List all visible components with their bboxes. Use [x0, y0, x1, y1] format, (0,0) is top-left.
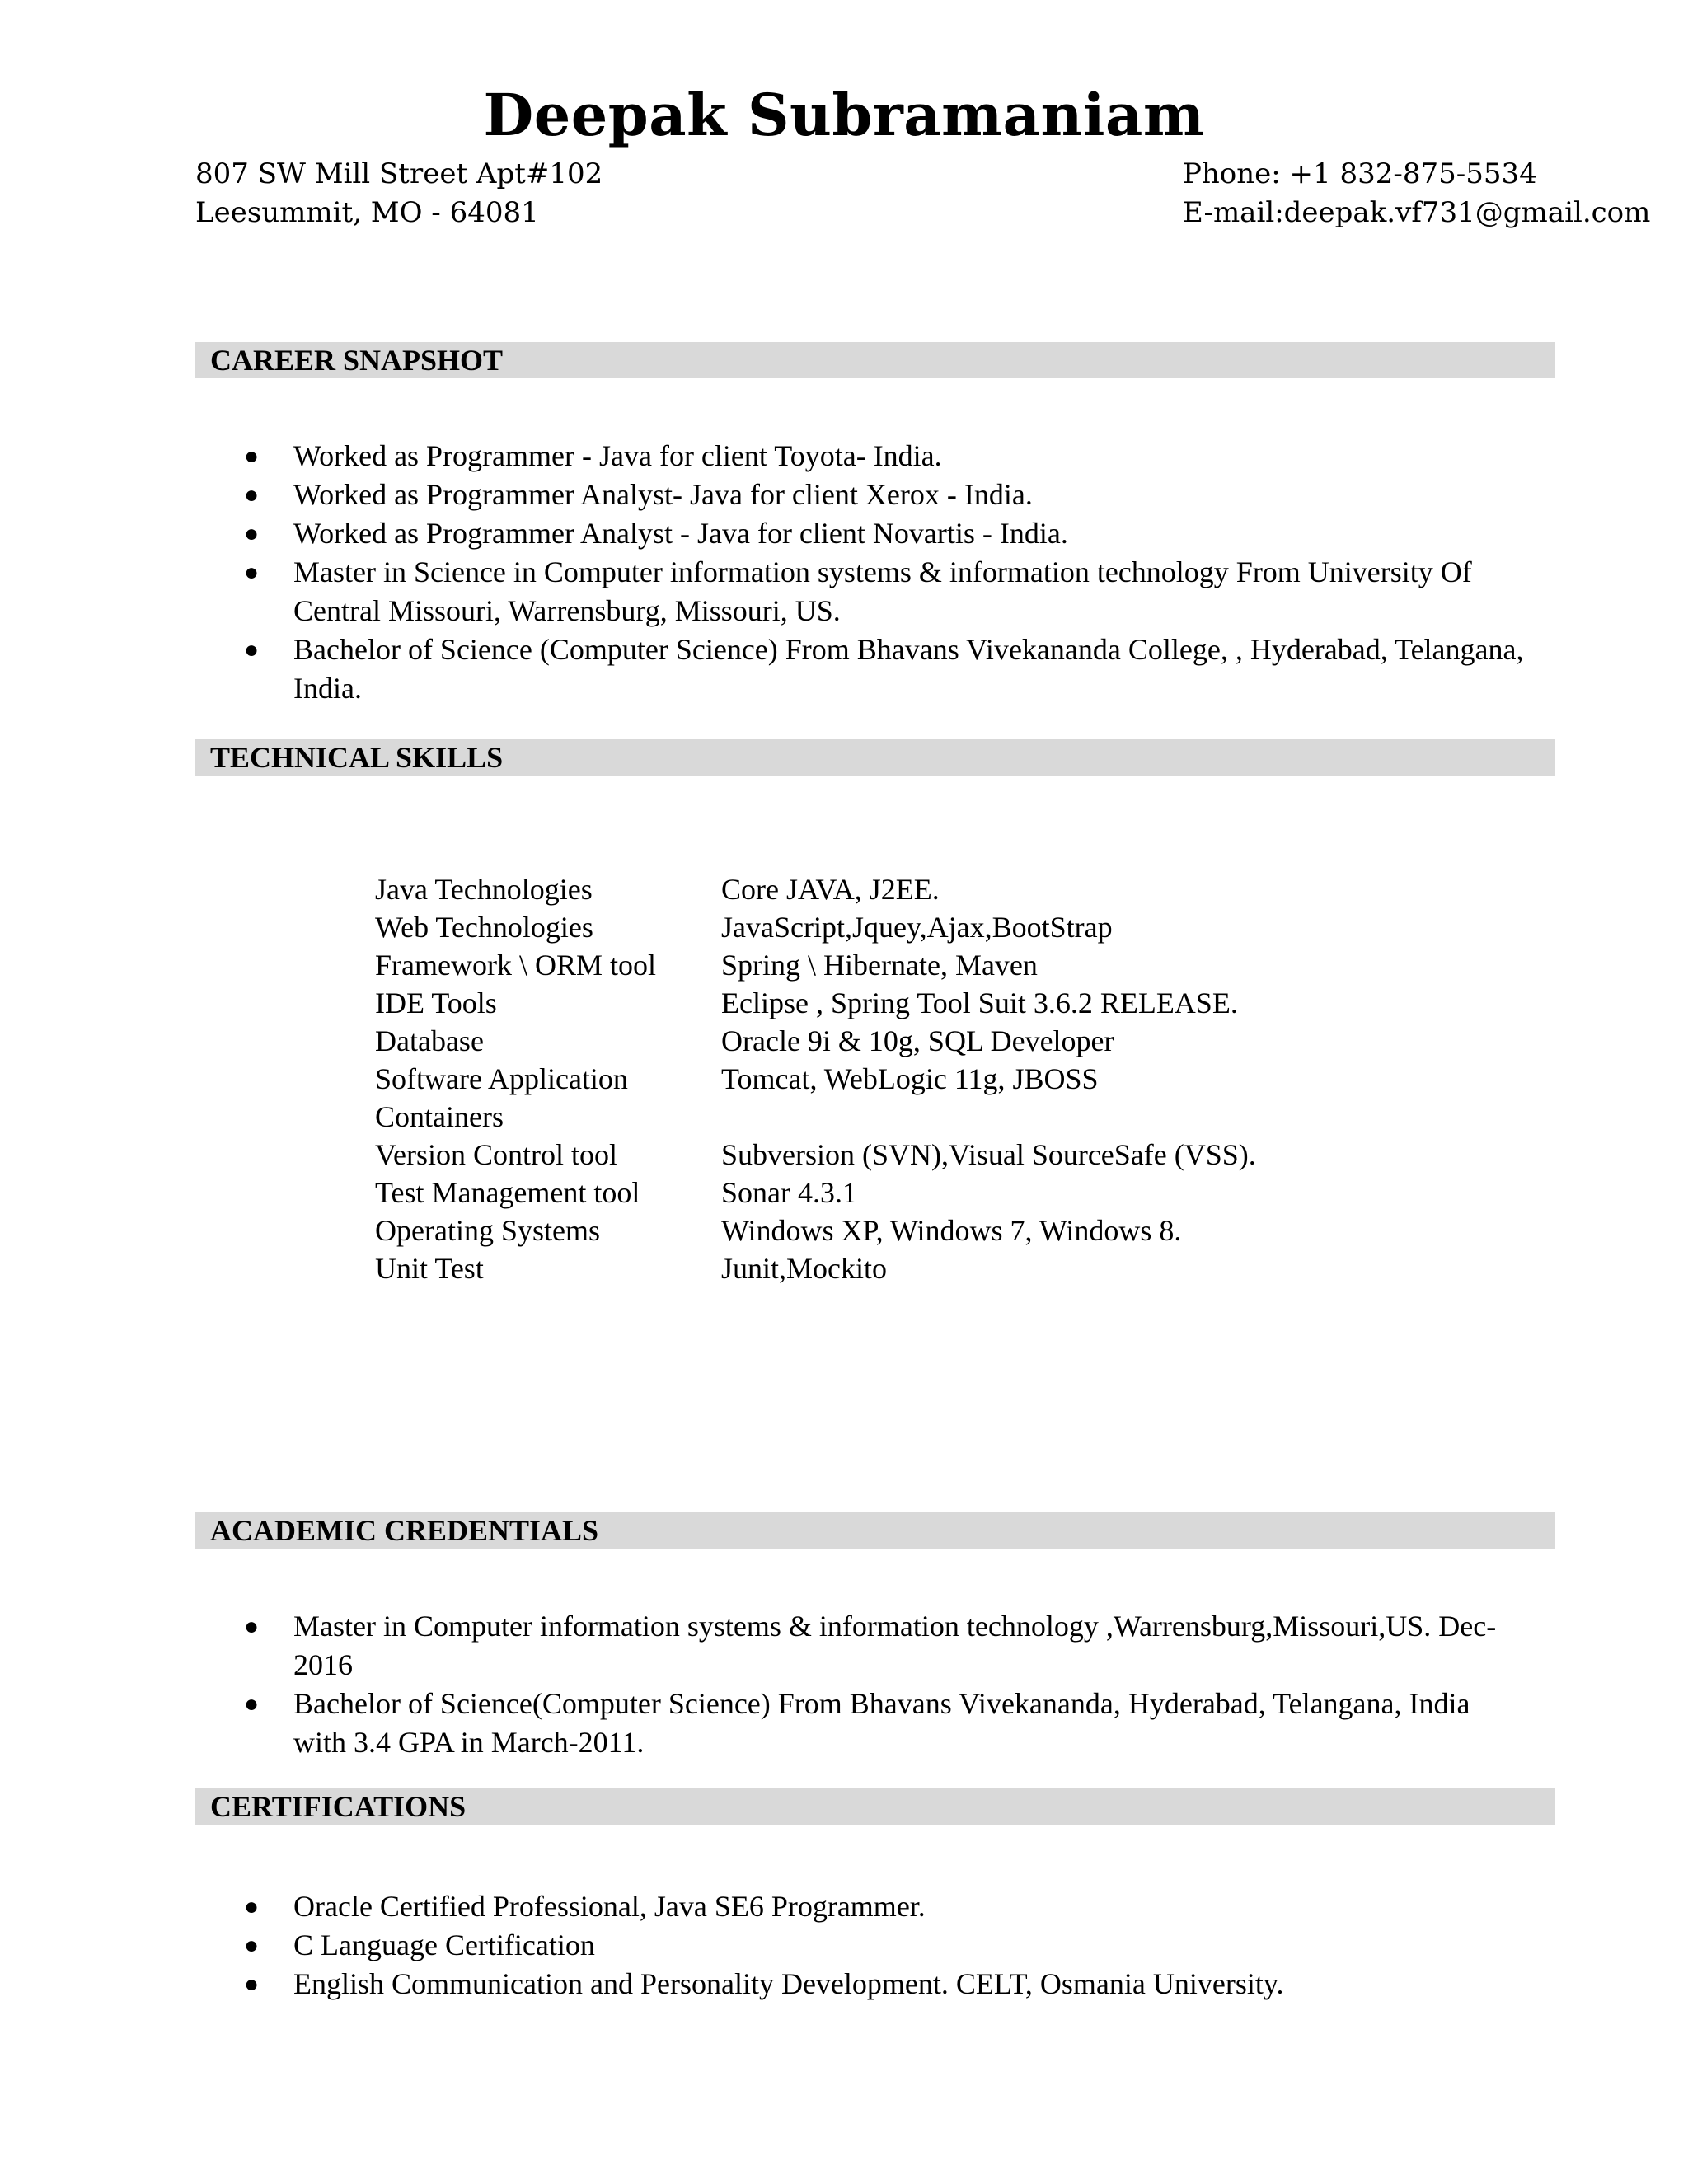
bullet-icon: ●: [244, 1613, 260, 1640]
skill-value: Tomcat, WebLogic 11g, JBOSS: [721, 1062, 1099, 1095]
career-snapshot-list: [239, 437, 1525, 708]
skill-category: Software Application Containers: [375, 1062, 628, 1133]
list-item: ● English Communication and Personality Development. CELT, Osmania University.: [239, 1965, 1525, 2004]
list-item: ● Bachelor of Science (Computer Science) From Bhavans Vivekananda College, , Hyderabad, Telangana, India.: [239, 630, 1525, 708]
table-row: [375, 1060, 1256, 1136]
skill-category: Test Management tool: [375, 1176, 640, 1209]
academic-credentials-heading: ACADEMIC CREDENTIALS: [195, 1512, 1555, 1549]
bullet-icon: ●: [244, 481, 260, 509]
skill-category: Framework \ ORM tool: [375, 949, 656, 982]
certifications-list: [239, 1887, 1525, 2004]
address-line-1: 807 SW Mill Street Apt#102: [195, 157, 603, 190]
email-address: E-mail:deepak.vf731@gmail.com: [1183, 196, 1651, 229]
skill-category: Java Technologies: [375, 873, 593, 906]
table-row: [375, 1022, 1256, 1060]
table-row: [375, 1174, 1256, 1212]
address-block: [195, 155, 603, 232]
phone-number: Phone: +1 832-875-5534: [1183, 157, 1537, 190]
bullet-icon: ●: [244, 1932, 260, 1959]
table-row: [375, 984, 1256, 1022]
skill-category: IDE Tools: [375, 987, 497, 1019]
skill-category: Web Technologies: [375, 911, 593, 944]
academic-credentials-list: [239, 1607, 1525, 1762]
bullet-icon: ●: [244, 1971, 260, 1998]
list-item: ● Worked as Programmer Analyst - Java for client Novartis - India.: [239, 514, 1525, 553]
bullet-icon: ●: [244, 559, 260, 586]
skill-category: Operating Systems: [375, 1214, 600, 1247]
skill-value: JavaScript,Jquey,Ajax,BootStrap: [721, 911, 1113, 944]
bullet-icon: ●: [244, 1690, 260, 1718]
bullet-icon: ●: [244, 636, 260, 663]
technical-skills-table: [375, 870, 1256, 1287]
skill-value: Subversion (SVN),Visual SourceSafe (VSS).: [721, 1138, 1256, 1171]
skill-value: Oracle 9i & 10g, SQL Developer: [721, 1024, 1114, 1057]
skill-value: Eclipse , Spring Tool Suit 3.6.2 RELEASE.: [721, 987, 1238, 1019]
list-item: ● Worked as Programmer Analyst- Java for client Xerox - India.: [239, 476, 1525, 514]
skill-value: Windows XP, Windows 7, Windows 8.: [721, 1214, 1182, 1247]
skill-value: Core JAVA, J2EE.: [721, 873, 940, 906]
list-item: ● C Language Certification: [239, 1926, 1525, 1965]
skill-category: Version Control tool: [375, 1138, 617, 1171]
technical-skills-heading: TECHNICAL SKILLS: [195, 739, 1555, 776]
table-row: [375, 946, 1256, 984]
list-item: ● Master in Computer information systems & information technology ,Warrensburg,Missouri,US. Dec-2016: [239, 1607, 1525, 1685]
skill-value: Junit,Mockito: [721, 1252, 888, 1285]
table-row: [375, 1212, 1256, 1249]
skill-category: Unit Test: [375, 1252, 484, 1285]
bullet-icon: ●: [244, 443, 260, 470]
list-item: ● Oracle Certified Professional, Java SE6 Programmer.: [239, 1887, 1525, 1926]
bullet-icon: ●: [244, 520, 260, 547]
career-snapshot-heading: CAREER SNAPSHOT: [195, 342, 1555, 378]
list-item: ● Master in Science in Computer information systems & information technology From University Of Central Missouri, Warrensburg, Missouri, US.: [239, 553, 1525, 630]
list-item: ● Worked as Programmer - Java for client Toyota- India.: [239, 437, 1525, 476]
contact-block: [1183, 155, 1650, 232]
list-item: ● Bachelor of Science(Computer Science) From Bhavans Vivekananda, Hyderabad, Telangana, India with 3.4 GPA in March-2011.: [239, 1685, 1525, 1762]
table-row: [375, 870, 1256, 908]
certifications-heading: CERTIFICATIONS: [195, 1788, 1555, 1825]
bullet-icon: ●: [244, 1893, 260, 1920]
skill-value: Spring \ Hibernate, Maven: [721, 949, 1038, 982]
table-row: [375, 908, 1256, 946]
address-line-2: Leesummit, MO - 64081: [195, 196, 539, 229]
table-row: [375, 1249, 1256, 1287]
skill-category: Database: [375, 1024, 484, 1057]
table-row: [375, 1136, 1256, 1174]
candidate-name: Deepak Subramaniam: [483, 81, 1205, 149]
skill-value: Sonar 4.3.1: [721, 1176, 857, 1209]
